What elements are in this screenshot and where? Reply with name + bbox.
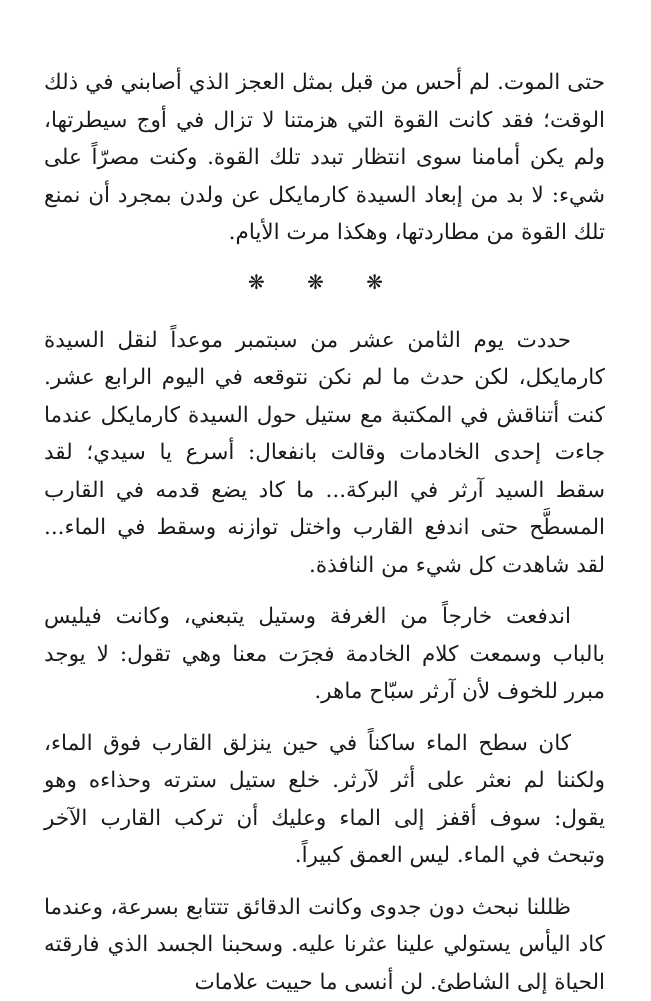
paragraph: حددت يوم الثامن عشر من سبتمبر موعداً لنقل السيدة كارمايكل، لكن حدث ما لم نكن نتوقعه في اليوم الرابع عشر. كنت أتناقش في المكتبة مع ستيل حول السيدة كارمايكل عندما جاءت إحدى الخادمات وقالت بانفعال: أسرع يا سيدي؛ لقد سقط السيد آرثر في البركة... ما كاد يضع قدمه في القارب المسطَّح حتى اندفع القارب واختل توازنه وسقط في الماء... لقد شاهدت كل شيء من النافذة.	[44, 322, 605, 585]
paragraph: ظللنا نبحث دون جدوى وكانت الدقائق تتتابع بسرعة، وعندما كاد اليأس يستولي علينا عثرنا عليه. وسحبنا الجسد الذي فارقته الحياة إلى الشاطئ. لن أنسى ما حييت علامات	[44, 889, 605, 1001]
section-divider: ❋ ❋ ❋	[44, 258, 605, 306]
paragraph-continuation: حتى الموت. لم أحس من قبل بمثل العجز الذي أصابني في ذلك الوقت؛ فقد كانت القوة التي هزمتنا لا تزال في أوج سيطرتها، ولم يكن أمامنا سوى انتظار تبدد تلك القوة. وكنت مصرّاً على شيء: لا بد من إبعاد السيدة كارمايكل عن ولدن بمجرد أن نمنع تلك القوة من مطاردتها، وهكذا مرت الأيام.	[44, 64, 605, 252]
paragraph: اندفعت خارجاً من الغرفة وستيل يتبعني، وكانت فيليس بالباب وسمعت كلام الخادمة فجرَت معنا وهي تقول: لا يوجد مبرر للخوف لأن آرثر سبّاح ماهر.	[44, 598, 605, 711]
paragraph: كان سطح الماء ساكناً في حين ينزلق القارب فوق الماء، ولكننا لم نعثر على أثر لآرثر. خلع ستيل سترته وحذاءه وهو يقول: سوف أقفز إلى الماء وعليك أن تركب القارب الآخر وتبحث في الماء. ليس العمق كبيراً.	[44, 725, 605, 875]
